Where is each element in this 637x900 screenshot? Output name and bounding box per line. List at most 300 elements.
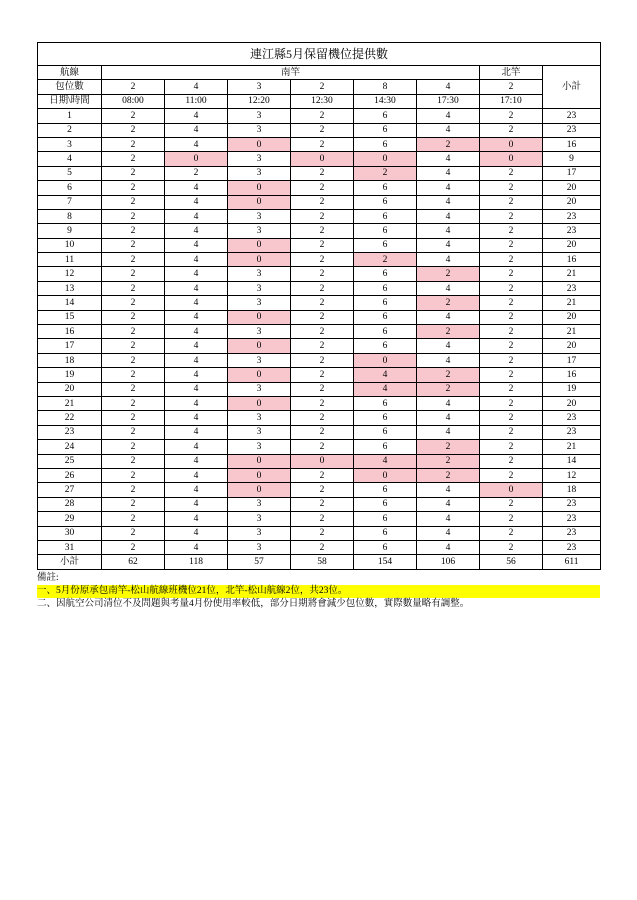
seat-cell: 4 <box>165 468 228 482</box>
time-cell: 08:00 <box>102 94 165 108</box>
seat-cell: 6 <box>354 512 417 526</box>
seat-cell: 2 <box>291 483 354 497</box>
day-cell: 13 <box>38 281 102 295</box>
seat-cell: 2 <box>291 123 354 137</box>
row-total-cell: 17 <box>543 353 601 367</box>
seat-count-cell: 4 <box>417 80 480 94</box>
table-row <box>38 325 601 339</box>
table-row <box>38 238 601 252</box>
seat-cell: 2 <box>291 195 354 209</box>
seat-cell: 2 <box>480 425 543 439</box>
seat-cell: 4 <box>417 540 480 554</box>
seat-cell: 4 <box>165 497 228 511</box>
note-line-2: 二、因航空公司清位不及問題與考量4月份使用率較低，部分日期將會減少包位數，實際數量略有調整。 <box>37 598 470 609</box>
seat-cell: 6 <box>354 209 417 223</box>
seat-cell: 2 <box>480 454 543 468</box>
seat-count-cell: 3 <box>228 80 291 94</box>
seat-cell: 2 <box>480 123 543 137</box>
day-cell: 2 <box>38 123 102 137</box>
row-total-cell: 19 <box>543 382 601 396</box>
reduced-seat-cell: 0 <box>480 483 543 497</box>
column-total-cell: 106 <box>417 555 480 569</box>
seat-cell: 2 <box>291 411 354 425</box>
seat-cell: 2 <box>480 181 543 195</box>
seat-cell: 4 <box>165 109 228 123</box>
seat-cell: 2 <box>291 396 354 410</box>
seat-cell: 3 <box>228 382 291 396</box>
route-beigan: 北竿 <box>480 66 543 80</box>
table-row <box>38 425 601 439</box>
seat-cell: 2 <box>291 512 354 526</box>
day-cell: 16 <box>38 325 102 339</box>
row-total-cell: 20 <box>543 310 601 324</box>
seat-cell: 3 <box>228 296 291 310</box>
seat-cell: 2 <box>480 497 543 511</box>
reduced-seat-cell: 4 <box>354 368 417 382</box>
seat-cell: 4 <box>165 123 228 137</box>
seat-cell: 4 <box>417 310 480 324</box>
seat-cell: 4 <box>417 281 480 295</box>
totals-label: 小計 <box>38 555 102 569</box>
table-row <box>38 152 601 166</box>
seat-cell: 2 <box>291 238 354 252</box>
seat-cell: 3 <box>228 281 291 295</box>
row-total-cell: 16 <box>543 253 601 267</box>
seat-cell: 2 <box>102 253 165 267</box>
table-row <box>38 497 601 511</box>
seat-cell: 4 <box>417 497 480 511</box>
reduced-seat-cell: 0 <box>228 238 291 252</box>
seat-cell: 2 <box>291 440 354 454</box>
row-total-cell: 23 <box>543 281 601 295</box>
seat-cell: 2 <box>291 526 354 540</box>
time-cell: 12:20 <box>228 94 291 108</box>
seat-cell: 4 <box>417 123 480 137</box>
reduced-seat-cell: 4 <box>354 382 417 396</box>
seat-cell: 2 <box>102 137 165 151</box>
reduced-seat-cell: 2 <box>417 296 480 310</box>
route-nangan: 南竿 <box>102 66 480 80</box>
row-total-cell: 23 <box>543 497 601 511</box>
seat-cell: 6 <box>354 339 417 353</box>
seat-cell: 3 <box>228 425 291 439</box>
seat-cell: 2 <box>291 425 354 439</box>
seat-cell: 2 <box>102 209 165 223</box>
seat-cell: 3 <box>228 109 291 123</box>
row-total-cell: 9 <box>543 152 601 166</box>
seat-cell: 2 <box>102 497 165 511</box>
reduced-seat-cell: 0 <box>480 137 543 151</box>
column-total-cell: 57 <box>228 555 291 569</box>
note-line-1: 一、5月份原承包南竿-松山航線班機位21位，北竿-松山航線2位，共23位。 <box>37 585 600 598</box>
seat-cell: 4 <box>165 454 228 468</box>
seat-cell: 4 <box>417 411 480 425</box>
table-row <box>38 339 601 353</box>
day-cell: 15 <box>38 310 102 324</box>
seat-count-cell: 2 <box>291 80 354 94</box>
seat-cell: 2 <box>480 382 543 396</box>
reduced-seat-cell: 0 <box>480 152 543 166</box>
seat-cell: 2 <box>102 181 165 195</box>
seat-cell: 2 <box>480 325 543 339</box>
seat-cell: 6 <box>354 109 417 123</box>
table-row <box>38 483 601 497</box>
seat-cell: 3 <box>228 224 291 238</box>
row-total-cell: 16 <box>543 137 601 151</box>
seat-cell: 4 <box>165 425 228 439</box>
table-row <box>38 123 601 137</box>
table-row <box>38 310 601 324</box>
seat-cell: 2 <box>291 281 354 295</box>
row-total-cell: 21 <box>543 440 601 454</box>
row-total-cell: 23 <box>543 209 601 223</box>
seat-cell: 4 <box>165 325 228 339</box>
seat-cell: 4 <box>165 209 228 223</box>
seat-cell: 3 <box>228 540 291 554</box>
seat-cell: 2 <box>291 267 354 281</box>
seat-cell: 4 <box>165 224 228 238</box>
day-cell: 29 <box>38 512 102 526</box>
seat-cell: 2 <box>291 353 354 367</box>
seat-cell: 2 <box>480 468 543 482</box>
seat-cell: 2 <box>102 353 165 367</box>
seat-cell: 4 <box>417 526 480 540</box>
time-row <box>38 94 601 108</box>
table-row <box>38 296 601 310</box>
seat-cell: 2 <box>102 267 165 281</box>
seat-cell: 2 <box>480 166 543 180</box>
reduced-seat-cell: 0 <box>228 137 291 151</box>
day-cell: 22 <box>38 411 102 425</box>
reduced-seat-cell: 0 <box>228 339 291 353</box>
column-total-cell: 58 <box>291 555 354 569</box>
seat-cell: 6 <box>354 195 417 209</box>
seat-cell: 4 <box>165 253 228 267</box>
reduced-seat-cell: 0 <box>228 195 291 209</box>
seat-cell: 4 <box>417 253 480 267</box>
day-cell: 4 <box>38 152 102 166</box>
table-row <box>38 166 601 180</box>
row-total-cell: 20 <box>543 396 601 410</box>
seat-count-cell: 2 <box>102 80 165 94</box>
seat-cell: 4 <box>165 281 228 295</box>
seat-cell: 2 <box>102 109 165 123</box>
reduced-seat-cell: 0 <box>228 468 291 482</box>
seat-cell: 2 <box>480 540 543 554</box>
seat-cell: 2 <box>480 224 543 238</box>
row-total-cell: 12 <box>543 468 601 482</box>
day-cell: 26 <box>38 468 102 482</box>
seat-cell: 4 <box>165 512 228 526</box>
reduced-seat-cell: 0 <box>165 152 228 166</box>
seat-cell: 6 <box>354 224 417 238</box>
table-row <box>38 454 601 468</box>
reduced-seat-cell: 2 <box>354 253 417 267</box>
reduced-seat-cell: 2 <box>417 468 480 482</box>
reduced-seat-cell: 2 <box>417 325 480 339</box>
grand-total-cell: 611 <box>543 555 601 569</box>
table-row <box>38 540 601 554</box>
table-row <box>38 382 601 396</box>
date-time-label: 日期\時間 <box>38 94 102 108</box>
day-cell: 28 <box>38 497 102 511</box>
seat-cell: 6 <box>354 325 417 339</box>
row-total-cell: 23 <box>543 526 601 540</box>
seat-cell: 4 <box>165 181 228 195</box>
row-total-cell: 20 <box>543 195 601 209</box>
seat-cell: 4 <box>417 209 480 223</box>
seat-cell: 4 <box>165 310 228 324</box>
seat-cell: 4 <box>165 267 228 281</box>
seat-cell: 2 <box>102 396 165 410</box>
day-cell: 12 <box>38 267 102 281</box>
column-total-cell: 154 <box>354 555 417 569</box>
reduced-seat-cell: 2 <box>354 166 417 180</box>
row-total-cell: 21 <box>543 325 601 339</box>
seat-cell: 2 <box>480 368 543 382</box>
seat-cell: 6 <box>354 296 417 310</box>
seat-cell: 3 <box>228 152 291 166</box>
seat-cell: 6 <box>354 267 417 281</box>
time-cell: 11:00 <box>165 94 228 108</box>
seat-cell: 2 <box>480 109 543 123</box>
row-total-cell: 14 <box>543 454 601 468</box>
reduced-seat-cell: 0 <box>354 353 417 367</box>
day-cell: 6 <box>38 181 102 195</box>
row-total-cell: 17 <box>543 166 601 180</box>
seat-cell: 4 <box>417 195 480 209</box>
seat-cell: 6 <box>354 526 417 540</box>
row-total-cell: 20 <box>543 181 601 195</box>
seat-cell: 2 <box>291 382 354 396</box>
day-cell: 24 <box>38 440 102 454</box>
seat-cell: 2 <box>291 253 354 267</box>
reduced-seat-cell: 0 <box>291 152 354 166</box>
table-row <box>38 440 601 454</box>
day-cell: 25 <box>38 454 102 468</box>
row-total-cell: 23 <box>543 425 601 439</box>
table-row <box>38 181 601 195</box>
table-row <box>38 411 601 425</box>
seat-cell: 4 <box>165 540 228 554</box>
seat-cell: 3 <box>228 123 291 137</box>
reduced-seat-cell: 0 <box>228 368 291 382</box>
day-cell: 10 <box>38 238 102 252</box>
seat-cell: 2 <box>291 497 354 511</box>
seat-cell: 4 <box>417 483 480 497</box>
seat-cell: 4 <box>165 353 228 367</box>
seat-cell: 2 <box>102 382 165 396</box>
time-cell: 17:10 <box>480 94 543 108</box>
day-cell: 17 <box>38 339 102 353</box>
seat-cell: 2 <box>480 353 543 367</box>
seat-cell: 4 <box>417 166 480 180</box>
day-cell: 18 <box>38 353 102 367</box>
day-cell: 11 <box>38 253 102 267</box>
seat-cell: 4 <box>417 512 480 526</box>
notes <box>37 572 600 611</box>
seat-cell: 2 <box>291 325 354 339</box>
seat-count-cell: 8 <box>354 80 417 94</box>
day-cell: 14 <box>38 296 102 310</box>
seat-cell: 2 <box>291 468 354 482</box>
seat-cell: 2 <box>291 137 354 151</box>
reduced-seat-cell: 0 <box>354 468 417 482</box>
seat-cell: 2 <box>480 267 543 281</box>
seat-cell: 4 <box>417 425 480 439</box>
seat-cell: 2 <box>291 310 354 324</box>
seat-cell: 4 <box>417 224 480 238</box>
column-total-cell: 62 <box>102 555 165 569</box>
seat-cell: 2 <box>102 526 165 540</box>
seat-cell: 6 <box>354 181 417 195</box>
reduced-seat-cell: 2 <box>417 368 480 382</box>
reduced-seat-cell: 2 <box>417 382 480 396</box>
reduced-seat-cell: 0 <box>228 181 291 195</box>
reduced-seat-cell: 0 <box>228 483 291 497</box>
seat-cell: 2 <box>480 339 543 353</box>
table-row <box>38 396 601 410</box>
seat-allocation-table <box>37 42 601 570</box>
seat-cell: 4 <box>165 382 228 396</box>
seat-cell: 6 <box>354 137 417 151</box>
notes-heading: 備註: <box>37 572 59 583</box>
day-cell: 30 <box>38 526 102 540</box>
reduced-seat-cell: 2 <box>417 440 480 454</box>
row-total-cell: 20 <box>543 339 601 353</box>
seat-cell: 6 <box>354 540 417 554</box>
day-cell: 19 <box>38 368 102 382</box>
seat-cell: 2 <box>291 109 354 123</box>
seat-allocation-sheet <box>37 42 600 611</box>
seat-cell: 3 <box>228 166 291 180</box>
seat-cell: 2 <box>102 540 165 554</box>
table-row <box>38 109 601 123</box>
time-cell: 17:30 <box>417 94 480 108</box>
seat-cell: 4 <box>417 339 480 353</box>
seat-cell: 4 <box>417 238 480 252</box>
reduced-seat-cell: 0 <box>228 310 291 324</box>
seat-cell: 3 <box>228 512 291 526</box>
seat-cell: 2 <box>480 195 543 209</box>
seat-cell: 2 <box>480 440 543 454</box>
table-row <box>38 253 601 267</box>
seat-cell: 6 <box>354 483 417 497</box>
seat-cell: 2 <box>102 468 165 482</box>
seat-cell: 2 <box>291 209 354 223</box>
seat-cell: 4 <box>165 137 228 151</box>
table-row <box>38 137 601 151</box>
seat-cell: 2 <box>102 238 165 252</box>
reduced-seat-cell: 0 <box>354 152 417 166</box>
seat-cell: 2 <box>165 166 228 180</box>
reduced-seat-cell: 2 <box>417 267 480 281</box>
seat-cell: 2 <box>480 253 543 267</box>
seat-cell: 3 <box>228 497 291 511</box>
row-total-cell: 23 <box>543 224 601 238</box>
seat-cell: 4 <box>165 411 228 425</box>
seat-cell: 2 <box>480 310 543 324</box>
seat-cell: 2 <box>291 224 354 238</box>
seat-cell: 2 <box>291 181 354 195</box>
reduced-seat-cell: 0 <box>291 454 354 468</box>
time-cell: 14:30 <box>354 94 417 108</box>
route-row <box>38 66 601 80</box>
seat-cell: 4 <box>165 195 228 209</box>
day-cell: 7 <box>38 195 102 209</box>
seat-cell: 2 <box>480 526 543 540</box>
seat-cell: 4 <box>417 396 480 410</box>
time-cell: 12:30 <box>291 94 354 108</box>
seat-cell: 2 <box>480 238 543 252</box>
seat-cell: 4 <box>417 181 480 195</box>
reduced-seat-cell: 0 <box>228 454 291 468</box>
seat-count-cell: 4 <box>165 80 228 94</box>
seat-cell: 2 <box>102 166 165 180</box>
table-title: 連江縣5月保留機位提供數 <box>38 43 601 66</box>
reduced-seat-cell: 0 <box>228 396 291 410</box>
column-total-cell: 118 <box>165 555 228 569</box>
seat-cell: 2 <box>102 454 165 468</box>
seat-cell: 3 <box>228 267 291 281</box>
seat-cell: 4 <box>417 109 480 123</box>
day-cell: 27 <box>38 483 102 497</box>
seat-cell: 4 <box>165 483 228 497</box>
subtotal-header: 小計 <box>543 66 601 109</box>
title-row <box>38 43 601 66</box>
table-row <box>38 281 601 295</box>
row-total-cell: 23 <box>543 512 601 526</box>
day-cell: 9 <box>38 224 102 238</box>
seat-cell: 4 <box>165 238 228 252</box>
seat-cell: 6 <box>354 440 417 454</box>
seat-cell: 3 <box>228 209 291 223</box>
seat-cell: 2 <box>102 325 165 339</box>
row-total-cell: 23 <box>543 411 601 425</box>
seat-cell: 4 <box>165 440 228 454</box>
seat-cell: 2 <box>480 512 543 526</box>
seat-cell: 2 <box>102 310 165 324</box>
day-cell: 8 <box>38 209 102 223</box>
seat-cell: 2 <box>480 296 543 310</box>
row-total-cell: 20 <box>543 238 601 252</box>
seat-cell: 2 <box>291 540 354 554</box>
row-total-cell: 23 <box>543 109 601 123</box>
reduced-seat-cell: 2 <box>417 137 480 151</box>
day-cell: 21 <box>38 396 102 410</box>
day-cell: 31 <box>38 540 102 554</box>
seat-cell: 3 <box>228 411 291 425</box>
seat-cell: 6 <box>354 396 417 410</box>
seat-cell: 4 <box>165 339 228 353</box>
seat-cell: 4 <box>165 296 228 310</box>
table-row <box>38 195 601 209</box>
seat-cell: 3 <box>228 526 291 540</box>
seat-cell: 6 <box>354 281 417 295</box>
reduced-seat-cell: 4 <box>354 454 417 468</box>
row-total-cell: 21 <box>543 296 601 310</box>
row-total-cell: 18 <box>543 483 601 497</box>
row-total-cell: 23 <box>543 123 601 137</box>
seat-cell: 2 <box>291 368 354 382</box>
seat-cell: 2 <box>102 224 165 238</box>
seat-cell: 4 <box>165 396 228 410</box>
seat-count-row <box>38 80 601 94</box>
seat-cell: 3 <box>228 353 291 367</box>
table-row <box>38 526 601 540</box>
seat-cell: 2 <box>480 411 543 425</box>
seat-cell: 4 <box>165 526 228 540</box>
